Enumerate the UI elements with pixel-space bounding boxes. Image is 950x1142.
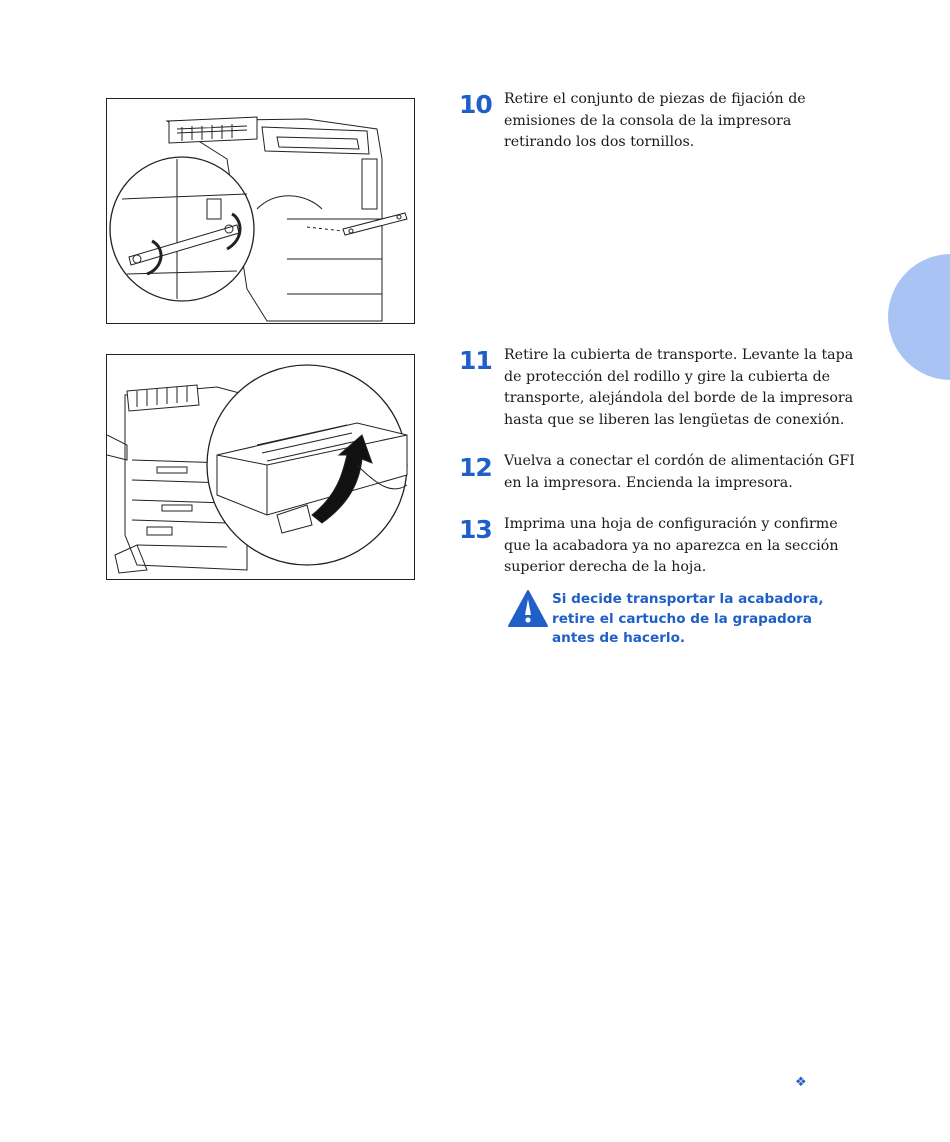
printer-cover-drawing	[107, 355, 414, 579]
step-text: Vuelva a conectar el cordón de alimentación GFI en la impresora. Encienda la impresora.	[504, 453, 855, 491]
illustration-remove-bracket	[106, 98, 415, 324]
step-text: Retire el conjunto de piezas de fijación de emisiones de la consola de la impresora retirando los dos tornillos.	[504, 91, 806, 150]
footer-ornament: ❖	[795, 1075, 807, 1090]
step-text: Imprima una hoja de configuración y confirme que la acabadora ya no aparezca en la sección superior derecha de la hoja.	[504, 516, 839, 575]
printer-bracket-drawing	[107, 99, 414, 323]
step-number: 13	[459, 515, 492, 544]
caution-text: Si decide transportar la acabadora, retire el cartucho de la grapadora antes de hacerlo.	[552, 591, 824, 646]
step-number: 11	[459, 346, 492, 375]
step-text: Retire la cubierta de transporte. Levante la tapa de protección del rodillo y gire la cubierta de transporte, alejándola del borde de la impresora hasta que se liberen las lengüetas de conexión.	[504, 347, 854, 428]
step-number: 12	[459, 453, 492, 482]
side-tab	[888, 254, 950, 380]
step-number: 10	[459, 90, 492, 119]
illustration-transport-cover	[106, 354, 415, 580]
warning-triangle-icon	[507, 589, 549, 629]
